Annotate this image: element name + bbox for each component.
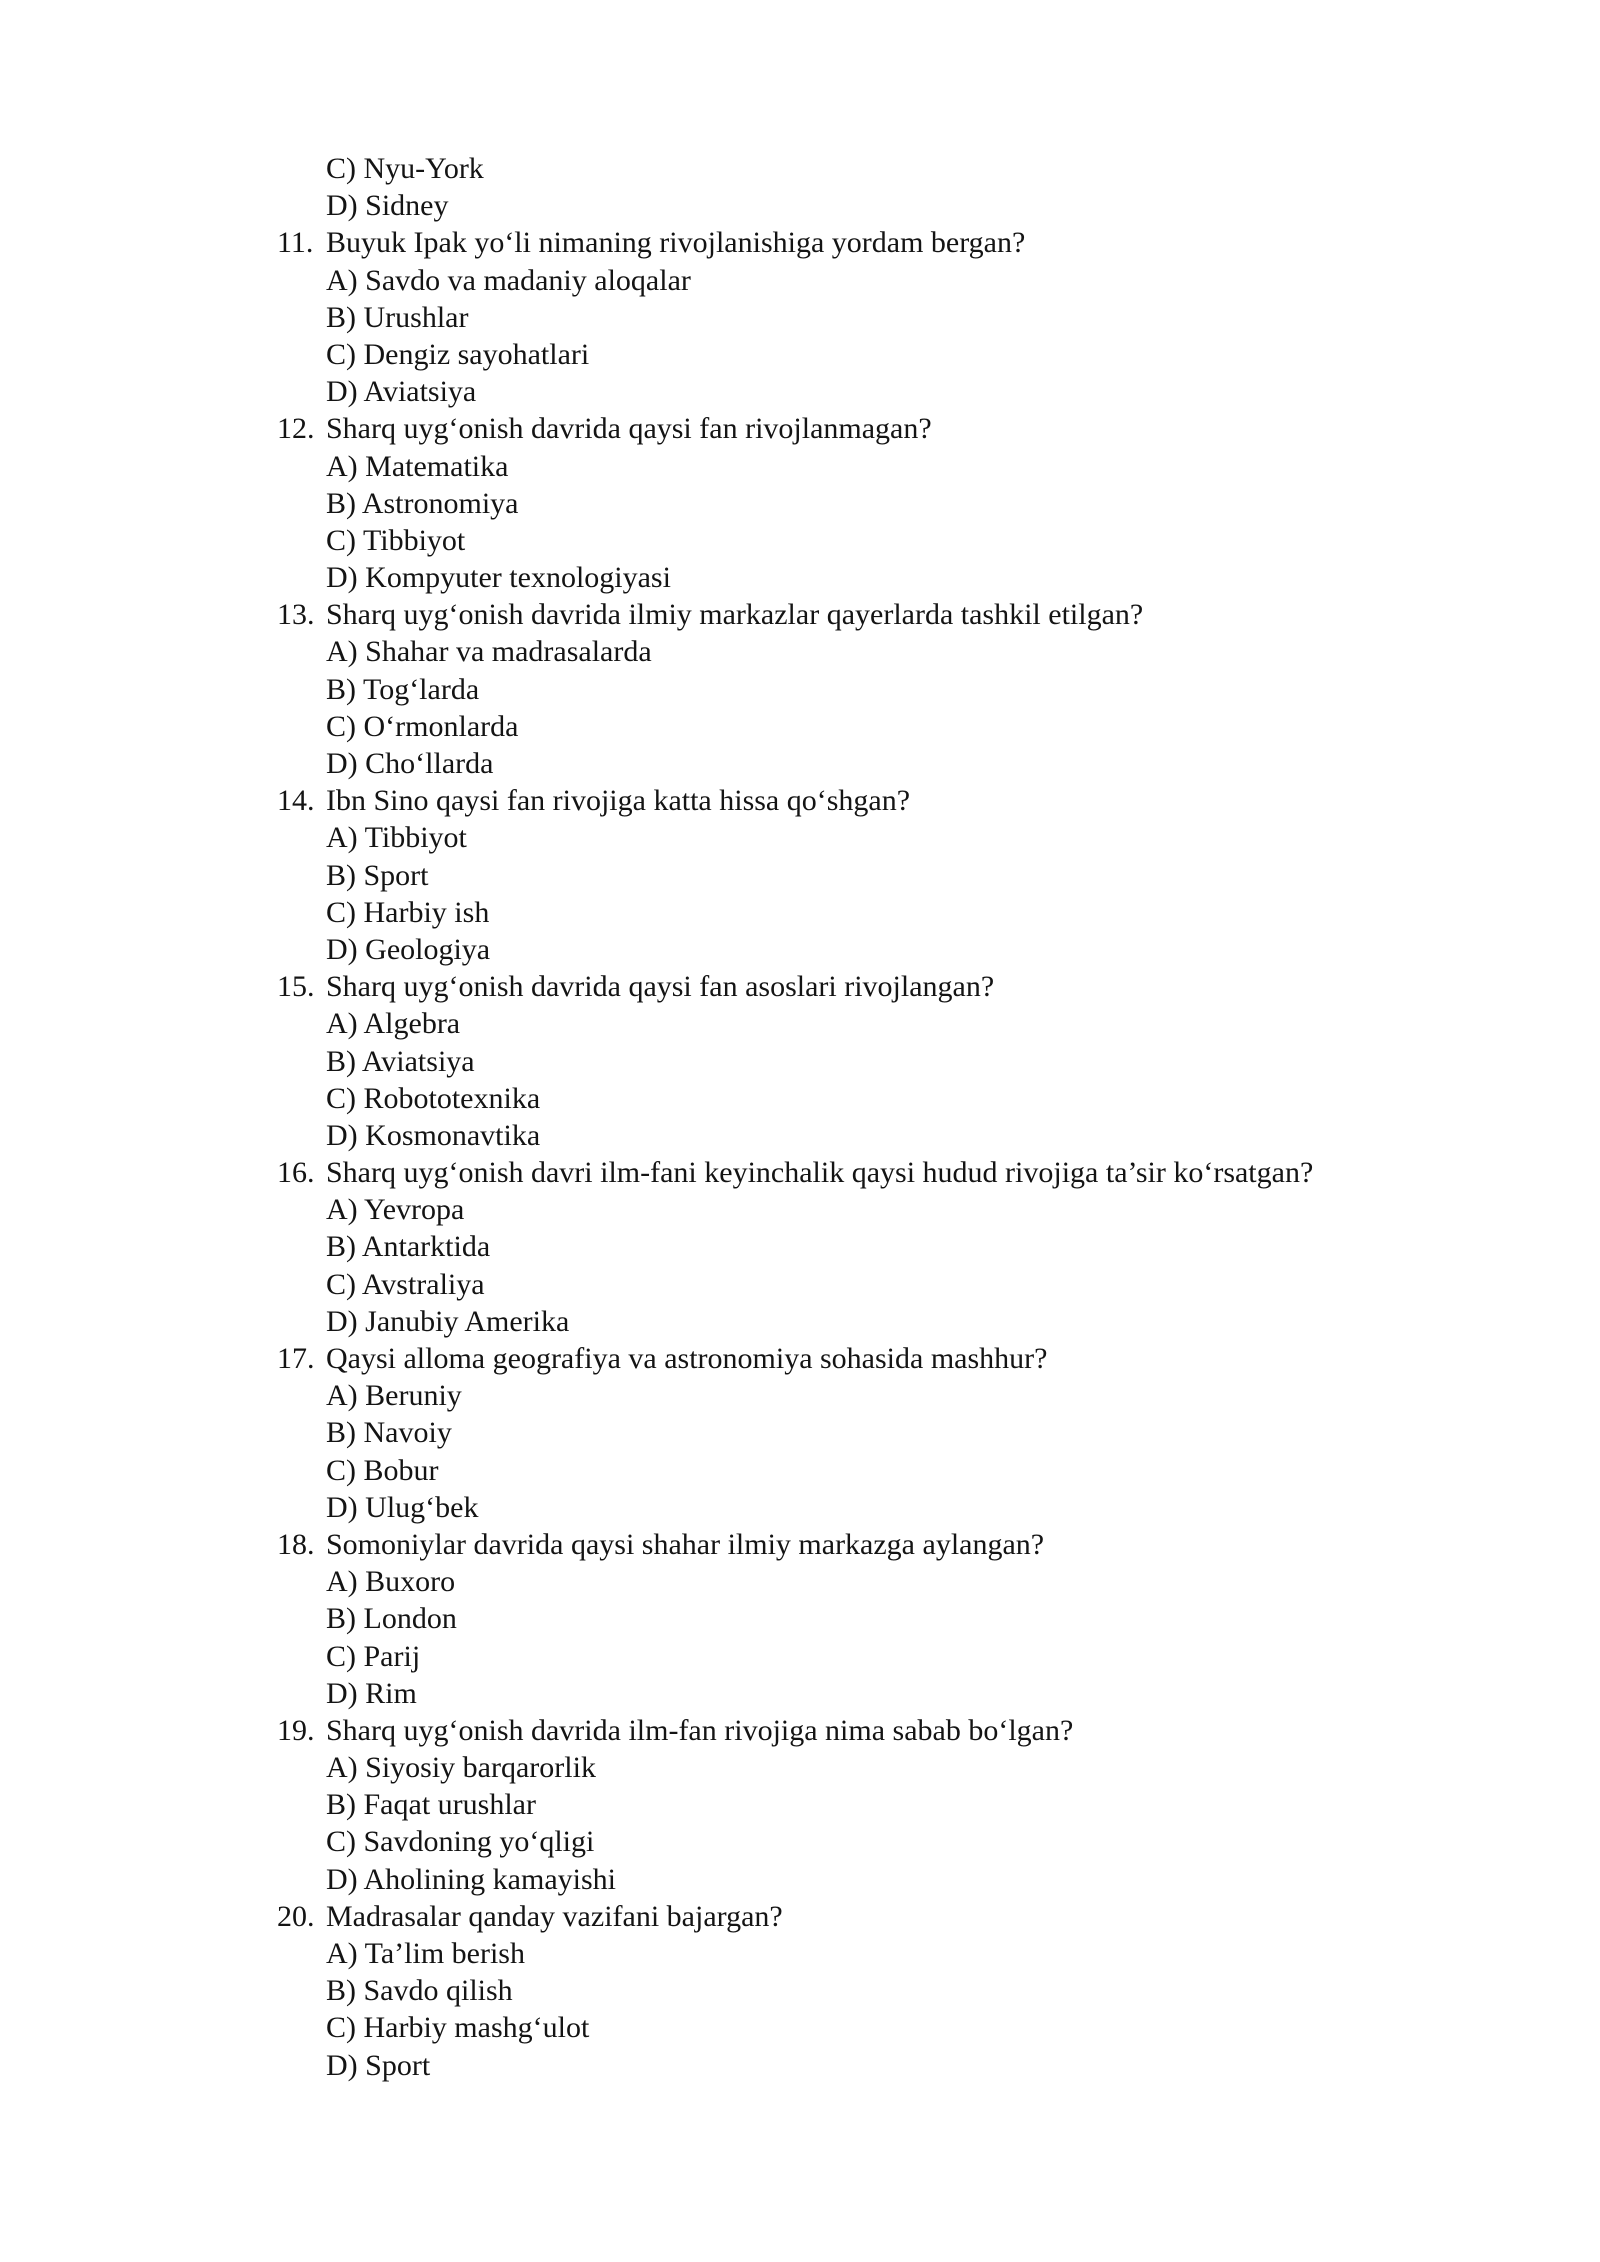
question-text: Madrasalar qanday vazifani bajargan? <box>326 1899 783 1933</box>
question-block-12 <box>0 410 1600 596</box>
answer-option: C) Harbiy ish <box>326 895 490 929</box>
question-number: 15. <box>277 970 315 1004</box>
answer-option: A) Yevropa <box>326 1193 465 1227</box>
answer-option: C) Savdoning yo‘qligi <box>326 1825 595 1859</box>
answer-option: C) Harbiy mashg‘ulot <box>326 2011 590 2045</box>
answer-option: C) Bobur <box>326 1453 439 1487</box>
answer-option: D) Rim <box>326 1676 417 1710</box>
question-block-15 <box>0 968 1600 1154</box>
answer-option: D) Ulug‘bek <box>326 1490 479 1524</box>
question-block-18 <box>0 1526 1600 1712</box>
answer-option: B) Aviatsiya <box>326 1044 475 1078</box>
answer-option: A) Savdo va madaniy aloqalar <box>326 263 691 297</box>
answer-option: A) Matematika <box>326 449 509 483</box>
question-text: Sharq uyg‘onish davrida ilm-fan rivojiga nima sabab bo‘lgan? <box>326 1713 1074 1747</box>
question-line <box>0 224 1600 261</box>
answer-option: C) O‘rmonlarda <box>326 709 519 743</box>
answer-option: D) Kompyuter texnologiyasi <box>326 561 671 595</box>
question-line <box>0 782 1600 819</box>
answer-option: B) Tog‘larda <box>326 672 480 706</box>
question-line <box>0 968 1600 1005</box>
question-number: 13. <box>277 598 315 632</box>
answer-option: B) Navoiy <box>326 1416 452 1450</box>
question-number: 14. <box>277 784 315 818</box>
question-line <box>0 1898 1600 1935</box>
question-line <box>0 1154 1600 1191</box>
question-number: 20. <box>277 1899 315 1933</box>
question-text: Somoniylar davrida qaysi shahar ilmiy markazga aylangan? <box>326 1527 1045 1561</box>
question-block-20 <box>0 1898 1600 2084</box>
answer-option: B) Antarktida <box>326 1230 491 1264</box>
answer-option: A) Buxoro <box>326 1565 456 1599</box>
answer-option: C) Avstraliya <box>326 1267 485 1301</box>
answer-option: C) Parij <box>326 1639 421 1673</box>
question-text: Buyuk Ipak yo‘li nimaning rivojlanishiga yordam bergan? <box>326 226 1026 260</box>
quiz-page <box>0 150 1600 2084</box>
question-line <box>0 596 1600 633</box>
question-line <box>0 1340 1600 1377</box>
question-number: 16. <box>277 1156 315 1190</box>
answer-option: D) Aviatsiya <box>326 375 477 409</box>
question-text: Ibn Sino qaysi fan rivojiga katta hissa qo‘shgan? <box>326 784 911 818</box>
question-line <box>0 1526 1600 1563</box>
answer-option: C) Tibbiyot <box>326 523 466 557</box>
question-text: Sharq uyg‘onish davri ilm-fani keyinchalik qaysi hudud rivojiga ta’sir ko‘rsatgan? <box>326 1156 1314 1190</box>
question-text: Sharq uyg‘onish davrida ilmiy markazlar qayerlarda tashkil etilgan? <box>326 598 1144 632</box>
answer-option: A) Algebra <box>326 1007 461 1041</box>
question-text: Qaysi alloma geografiya va astronomiya sohasida mashhur? <box>326 1342 1048 1375</box>
question-line <box>0 1712 1600 1749</box>
question-block-19 <box>0 1712 1600 1898</box>
question-block-11 <box>0 224 1600 410</box>
answer-option: B) London <box>326 1602 457 1636</box>
answer-option: C) Dengiz sayohatlari <box>326 337 590 371</box>
question-line <box>0 410 1600 447</box>
answer-option: D) Geologiya <box>326 932 491 966</box>
question-block-13 <box>0 596 1600 782</box>
lead-option: C) Nyu-York <box>326 152 484 185</box>
answer-option: A) Siyosiy barqarorlik <box>326 1751 596 1785</box>
question-number: 19. <box>277 1713 315 1747</box>
answer-option: A) Tibbiyot <box>326 821 467 855</box>
answer-option: D) Sport <box>326 2048 431 2082</box>
question-block-16 <box>0 1154 1600 1340</box>
question-number: 12. <box>277 412 315 446</box>
question-text: Sharq uyg‘onish davrida qaysi fan rivojlanmagan? <box>326 412 932 446</box>
answer-option: D) Kosmonavtika <box>326 1118 541 1152</box>
answer-option: A) Shahar va madrasalarda <box>326 635 652 669</box>
answer-option: B) Savdo qilish <box>326 1974 513 2008</box>
answer-option: D) Aholining kamayishi <box>326 1862 616 1896</box>
question-number: 17. <box>277 1342 315 1375</box>
answer-option: B) Urushlar <box>326 300 469 334</box>
answer-option: C) Robototexnika <box>326 1081 541 1115</box>
question-number: 11. <box>277 226 314 260</box>
question-block-17 <box>0 1340 1600 1526</box>
answer-option: A) Beruniy <box>326 1379 462 1413</box>
lead-option: D) Sidney <box>326 189 449 223</box>
question-number: 18. <box>277 1527 315 1561</box>
answer-option: B) Astronomiya <box>326 486 519 520</box>
answer-option: D) Cho‘llarda <box>326 747 494 780</box>
answer-option: B) Sport <box>326 858 429 892</box>
question-text: Sharq uyg‘onish davrida qaysi fan asoslari rivojlangan? <box>326 970 995 1004</box>
answer-option: D) Janubiy Amerika <box>326 1304 570 1338</box>
question-block-14 <box>0 782 1600 968</box>
answer-option: A) Ta’lim berish <box>326 1937 525 1970</box>
answer-option: B) Faqat urushlar <box>326 1788 536 1822</box>
